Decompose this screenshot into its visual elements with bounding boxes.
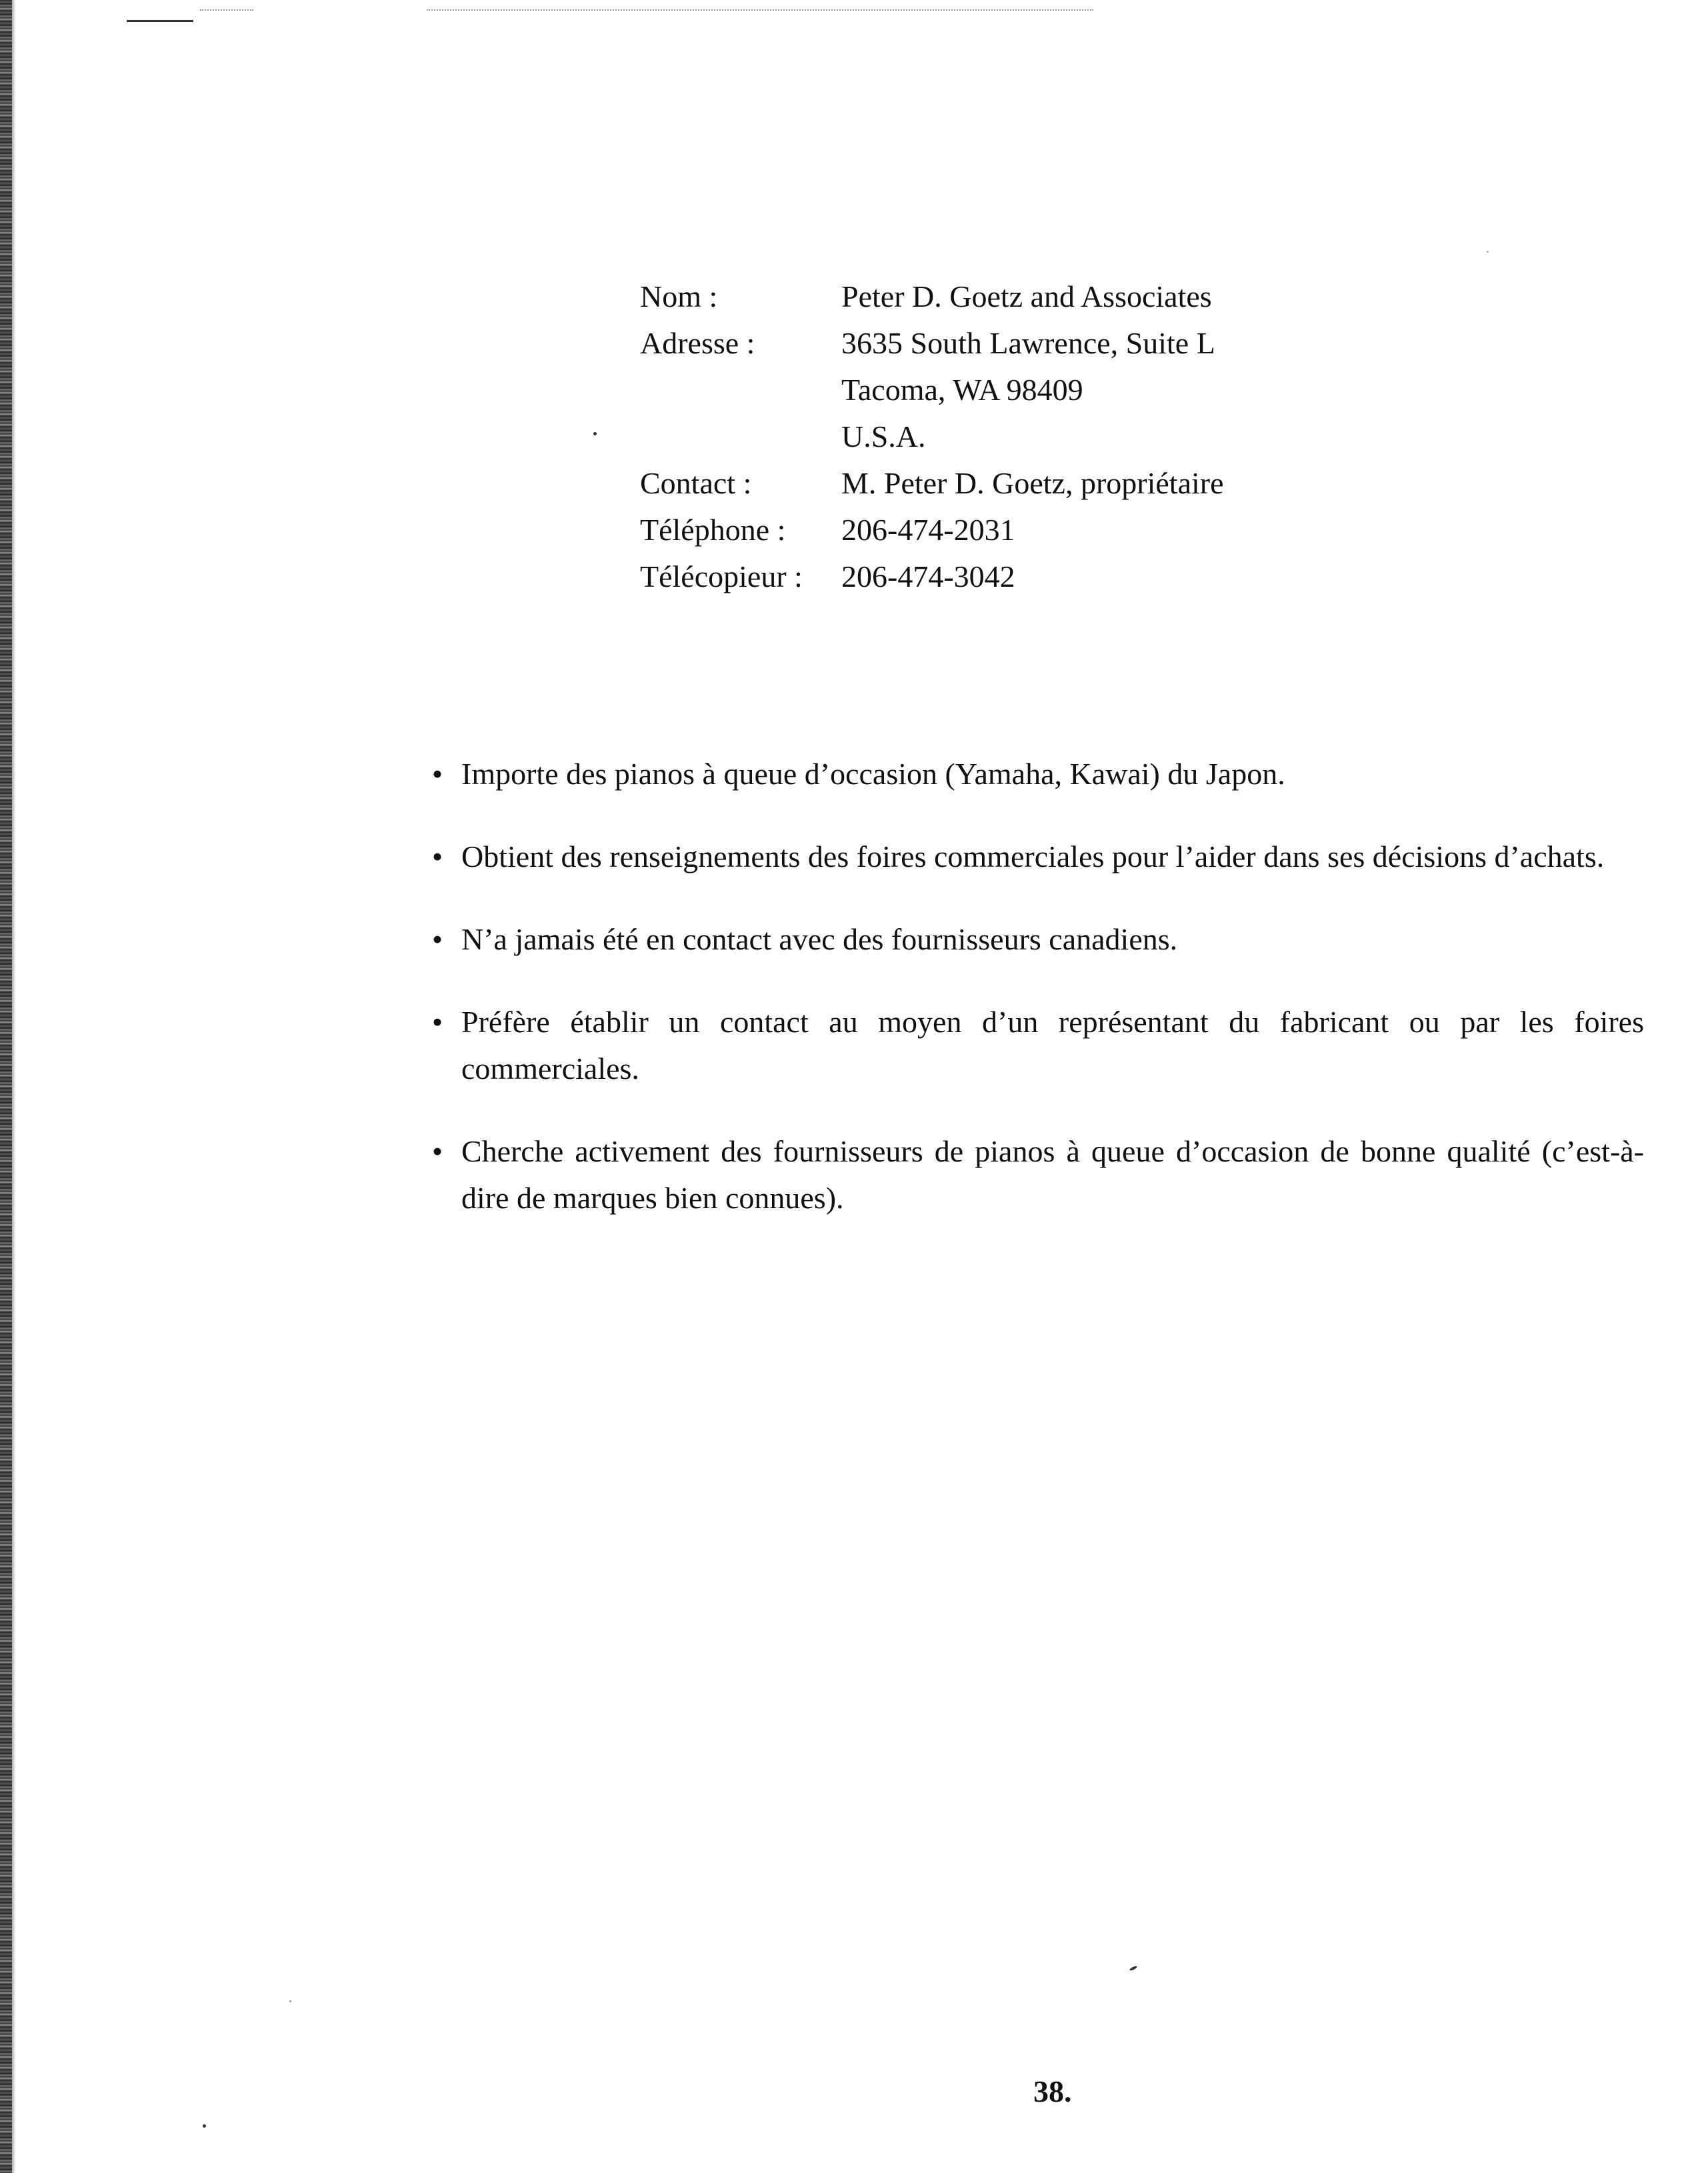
scan-speck — [593, 432, 597, 435]
name-label: Nom : — [640, 279, 718, 313]
bullet-icon: • — [431, 839, 443, 873]
top-rule — [127, 20, 193, 22]
phone-label: Téléphone : — [640, 513, 786, 547]
list-item — [424, 833, 1644, 880]
scan-edge — [0, 0, 12, 2173]
contact-label: Contact : — [640, 466, 752, 500]
bullet-icon: • — [431, 757, 443, 791]
address-line-2: Tacoma, WA 98409 — [841, 373, 1083, 407]
bullet-text: Obtient des renseignements des foires commerciales pour l’aider dans ses décisions d’achats. — [461, 839, 1605, 873]
fax-label: Télécopieur : — [640, 559, 803, 593]
bullet-icon: • — [431, 922, 443, 956]
scan-speck — [203, 2124, 206, 2128]
scan-speck — [289, 2000, 291, 2002]
address-label: Adresse : — [640, 326, 755, 360]
address-line-3: U.S.A. — [841, 419, 926, 453]
contact-value: M. Peter D. Goetz, propriétaire — [841, 466, 1224, 500]
scan-edge-shadow — [12, 0, 16, 2173]
top-speckle — [200, 9, 253, 11]
bullet-text: Préfère établir un contact au moyen d’un représentant du fabricant ou par les foires commerciales. — [461, 1005, 1644, 1085]
bullet-icon: • — [431, 1134, 443, 1168]
bullet-text: Importe des pianos à queue d’occasion (Yamaha, Kawai) du Japon. — [461, 757, 1285, 791]
scan-speck — [1129, 1966, 1138, 1972]
bullet-text: Cherche activement des fournisseurs de pianos à queue d’occasion de bonne qualité (c’est-à-dire de marques bien connues). — [461, 1134, 1644, 1215]
list-item — [424, 916, 1644, 963]
bullet-list — [424, 751, 1644, 1222]
list-item — [424, 751, 1644, 797]
bullet-text: N’a jamais été en contact avec des fournisseurs canadiens. — [461, 922, 1178, 956]
scan-speck — [1487, 251, 1489, 253]
list-item — [424, 1128, 1644, 1222]
fax-value: 206-474-3042 — [841, 559, 1015, 593]
address-line-1: 3635 South Lawrence, Suite L — [841, 326, 1215, 360]
phone-value: 206-474-2031 — [841, 513, 1015, 547]
top-speckle — [427, 9, 1093, 11]
name-value: Peter D. Goetz and Associates — [841, 279, 1212, 313]
page-number: 38. — [1033, 2074, 1072, 2108]
bullet-icon: • — [431, 1005, 443, 1039]
list-item — [424, 999, 1644, 1092]
